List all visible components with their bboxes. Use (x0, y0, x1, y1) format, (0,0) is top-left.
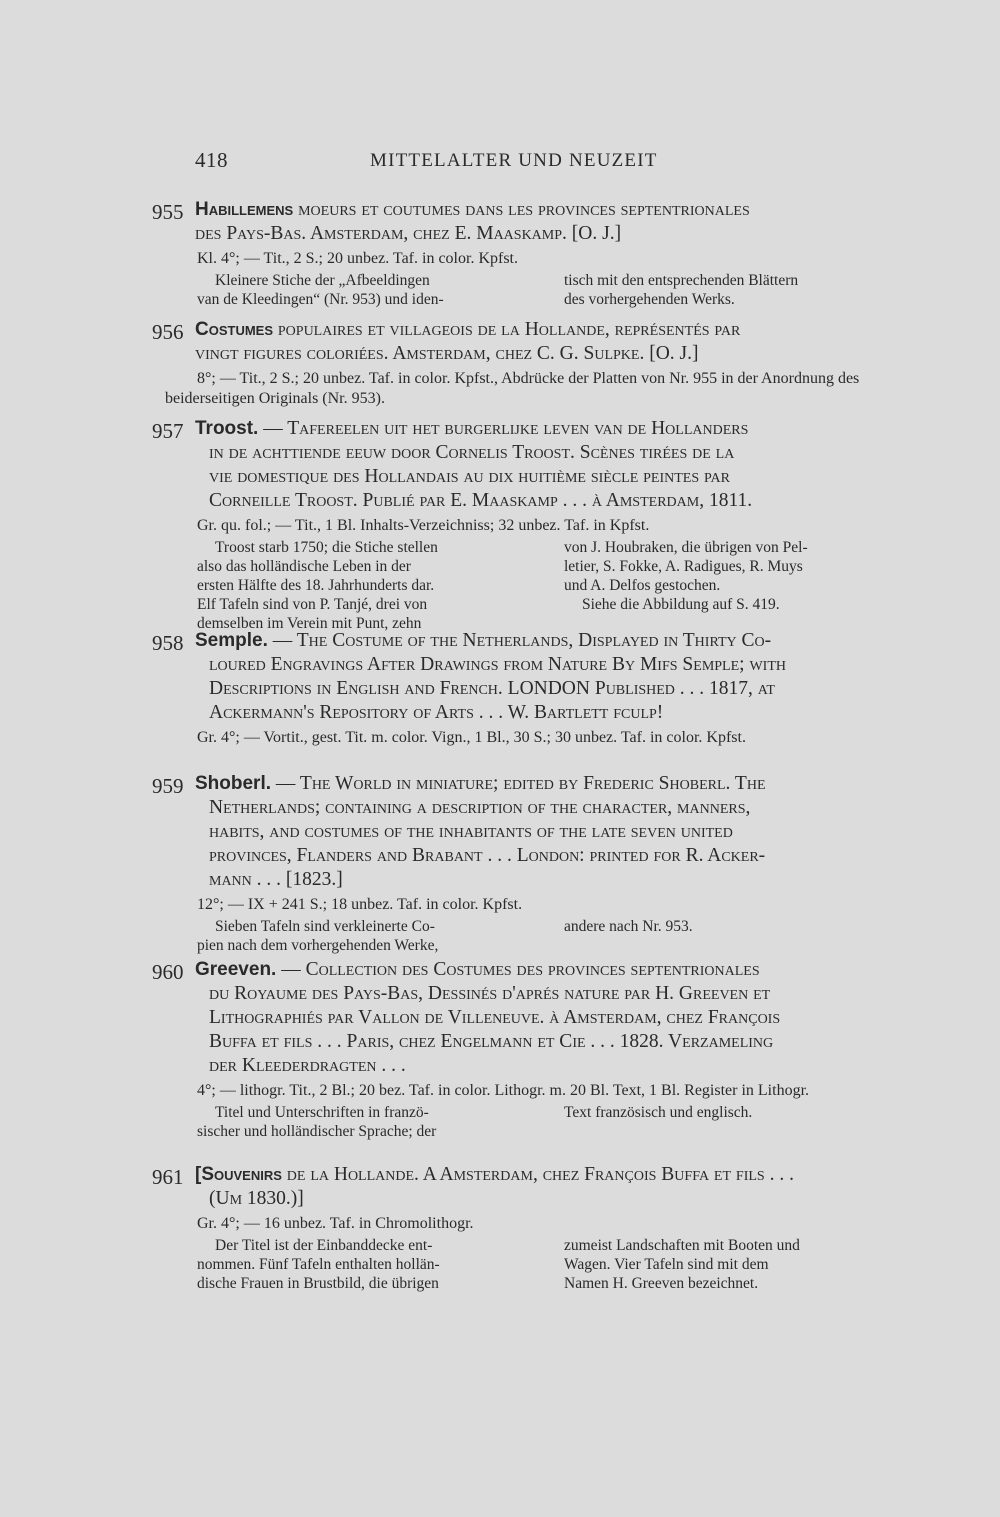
title-line: Semple. — The Costume of the Netherlands, Displayed in Thirty Co- (195, 630, 772, 651)
title-line: Descriptions in English and French. LONDON Published . . . 1817, at (209, 678, 775, 699)
catalog-entry-959 (152, 772, 872, 955)
collation: 12°; — IX + 241 S.; 18 unbez. Taf. in color. Kpfst. (197, 896, 523, 913)
collation: 4°; — lithogr. Tit., 2 Bl.; 20 bez. Taf. in color. Lithogr. m. 20 Bl. Text, 1 Bl. Register in Lithogr. (197, 1082, 810, 1099)
catalog-entry-961 (152, 1163, 872, 1293)
notes (197, 538, 872, 633)
title-line: Corneille Troost. Publié par E. Maaskamp . . . à Amsterdam, 1811. (209, 490, 753, 511)
catalog-entry-958 (152, 629, 872, 748)
title-line: habits, and costumes of the inhabitants of the late seven united (209, 821, 733, 842)
entry-number: 957 (152, 419, 184, 443)
headword: Habillemens (195, 199, 294, 220)
entry-number: 958 (152, 631, 184, 655)
notes-left: Troost starb 1750; die Stiche stellen also das holländische Leben in der ersten Hälfte des 18. Jahrhunderts dar. Elf Tafeln sind von P. Tanjé, drei von demselben im Verein mit Punt, zehn (197, 539, 438, 632)
notes-right: von J. Houbraken, die übrigen von Pel- letier, S. Fokke, A. Radigues, R. Muys und A. Delfos gestochen. Siehe die Abbildung auf S. 419. (564, 539, 808, 613)
entry-number: 960 (152, 960, 184, 984)
headword: Troost. (195, 418, 259, 439)
title-line: mann . . . [1823.] (209, 869, 343, 890)
notes (197, 271, 872, 309)
notes (197, 917, 872, 955)
title-line: Netherlands; containing a description of the character, manners, (209, 797, 751, 818)
running-title: MITTELALTER UND NEUZEIT (370, 150, 658, 171)
entry-number: 956 (152, 320, 184, 344)
notes-right: Text französisch und englisch. (564, 1104, 753, 1121)
notes-right: tisch mit den entsprechenden Blättern des vorhergehenden Werks. (564, 272, 799, 308)
headword: Costumes (195, 319, 274, 340)
title-line: Greeven. — Collection des Costumes des provinces septentrionales (195, 959, 760, 980)
title-line: Troost. — Tafereelen uit het burgerlijke leven van de Hollanders (195, 418, 749, 439)
entry-number: 955 (152, 200, 184, 224)
title-line: der Kleederdragten . . . (209, 1055, 406, 1076)
collation: 8°; — Tit., 2 S.; 20 unbez. Taf. in color. Kpfst., Abdrücke der Platten von Nr. 955 in der Anordnung des beiderseitigen Originals (Nr. 953). (165, 370, 860, 407)
notes (197, 1103, 872, 1141)
title-line: in de achttiende eeuw door Cornelis Troost. Scènes tirées de la (209, 442, 735, 463)
title-line: vie domestique des Hollandais au dix huitième siècle peintes par (209, 466, 730, 487)
title-line: (Um 1830.)] (209, 1188, 304, 1209)
notes-left: Der Titel ist der Einbanddecke ent- nommen. Fünf Tafeln enthalten hollän- dische Frauen in Brustbild, die übrigen (197, 1237, 440, 1292)
title-line: [Souvenirs de la Hollande. A Amsterdam, chez François Buffa et fils . . . (195, 1164, 794, 1185)
title-line: Shoberl. — The World in miniature; edited by Frederic Shoberl. The (195, 773, 766, 794)
collation: Gr. qu. fol.; — Tit., 1 Bl. Inhalts-Verzeichniss; 32 unbez. Taf. in Kpfst. (197, 517, 650, 534)
notes-left: Kleinere Stiche der „Afbeeldingen van de Kleedingen“ (Nr. 953) und iden- (197, 272, 444, 308)
collation: Gr. 4°; — Vortit., gest. Tit. m. color. Vign., 1 Bl., 30 S.; 30 unbez. Taf. in color. Kpfst. (197, 729, 746, 746)
notes (197, 1236, 872, 1293)
title-line: loured Engravings After Drawings from Nature By Mifs Semple; with (209, 654, 786, 675)
headword: Shoberl. (195, 773, 272, 794)
headword: [Souvenirs (195, 1164, 282, 1185)
notes-right: zumeist Landschaften mit Booten und Wagen. Vier Tafeln sind mit dem Namen H. Greeven bezeichnet. (564, 1237, 800, 1292)
entry-number: 961 (152, 1165, 184, 1189)
catalog-entry-956 (152, 318, 872, 409)
title-line: Costumes populaires et villageois de la Hollande, représentés par (195, 319, 741, 340)
entry-number: 959 (152, 774, 184, 798)
title-line: Buffa et fils . . . Paris, chez Engelmann et Cie . . . 1828. Verzameling (209, 1031, 774, 1052)
catalog-entry-957 (152, 417, 872, 633)
notes-left: Sieben Tafeln sind verkleinerte Co- pien nach dem vorhergehenden Werke, (197, 918, 439, 954)
headword: Semple. (195, 630, 268, 651)
title-line: du Royaume des Pays-Bas, Dessinés d'aprés nature par H. Greeven et (209, 983, 771, 1004)
notes-right: andere nach Nr. 953. (564, 918, 693, 935)
catalog-entry-955 (152, 198, 872, 309)
title-line: Ackermann's Repository of Arts . . . W. Bartlett fculp! (209, 702, 664, 723)
title-line: vingt figures coloriées. Amsterdam, chez C. G. Sulpke. [O. J.] (195, 343, 699, 364)
title-line: Habillemens moeurs et coutumes dans les provinces septentrionales (195, 199, 750, 220)
collation: Gr. 4°; — 16 unbez. Taf. in Chromolithogr. (197, 1215, 474, 1232)
title-line: des Pays-Bas. Amsterdam, chez E. Maaskamp. [O. J.] (195, 223, 622, 244)
page-number: 418 (195, 148, 228, 172)
collation: Kl. 4°; — Tit., 2 S.; 20 unbez. Taf. in color. Kpfst. (197, 250, 518, 267)
title-line: provinces, Flanders and Brabant . . . London: printed for R. Acker- (209, 845, 766, 866)
notes-left: Titel und Unterschriften in franzö- sischer und holländischer Sprache; der (197, 1104, 437, 1140)
catalog-entry-960 (152, 958, 872, 1141)
page-header (195, 148, 865, 178)
title-line: Lithographiés par Vallon de Villeneuve. à Amsterdam, chez François (209, 1007, 781, 1028)
headword: Greeven. (195, 959, 277, 980)
